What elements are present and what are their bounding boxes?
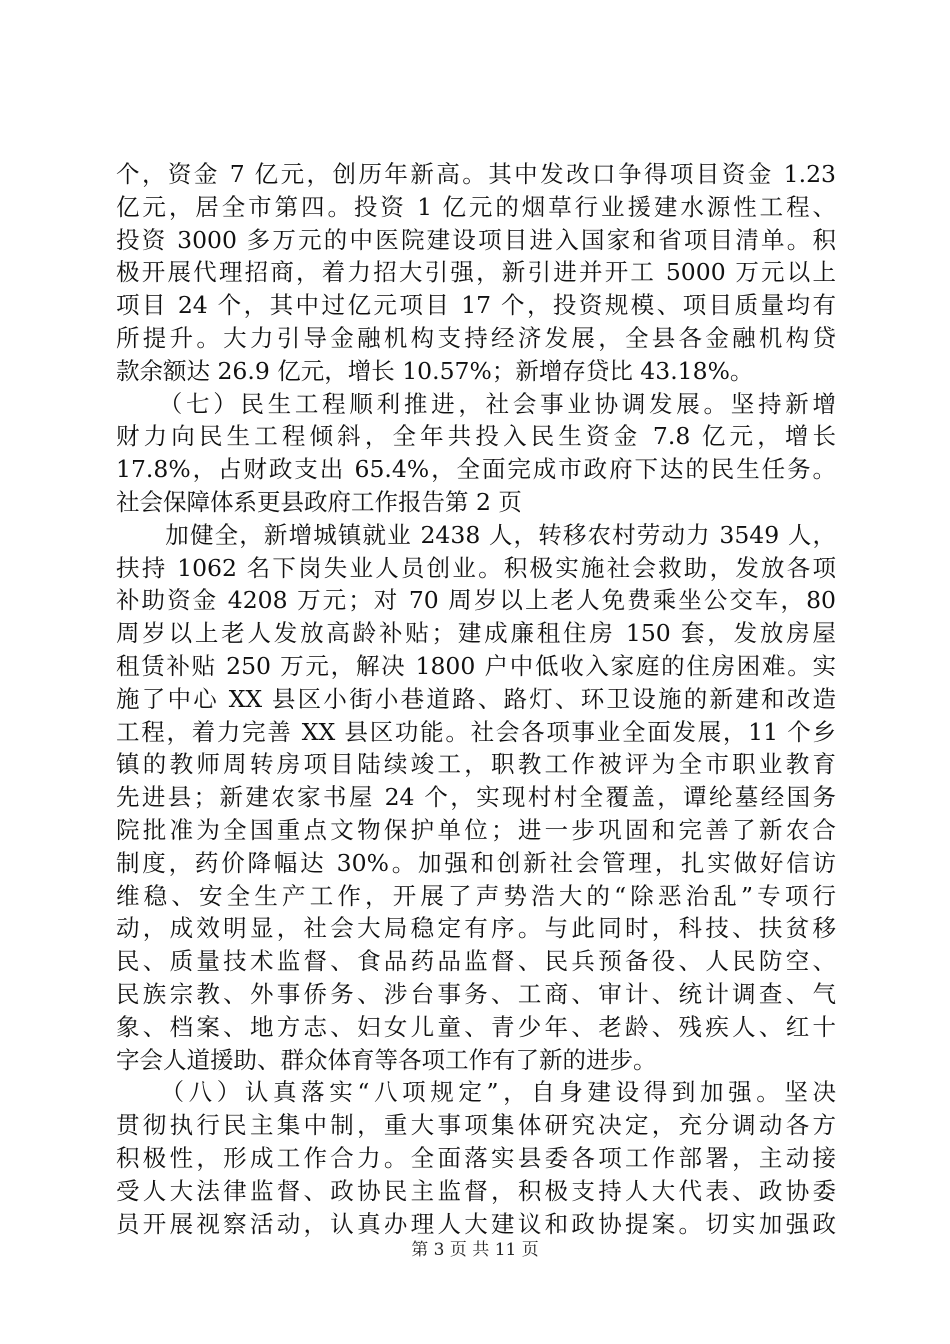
text-line: 补助资金 4208 万元；对 70 周岁以上老人免费乘坐公交车，80 [116, 586, 836, 615]
text-line: 周岁以上老人发放高龄补贴；建成廉租住房 150 套，发放房屋 [116, 619, 836, 648]
text-line: 17.8%，占财政支出 65.4%，全面完成市政府下达的民生任务。 [116, 455, 836, 484]
text-line: 维稳、安全生产工作，开展了声势浩大的“除恶治乱”专项行 [116, 881, 836, 910]
text-line: 社会保障体系更县政府工作报告第 2 页 [116, 487, 522, 516]
text-line: 财力向民生工程倾斜，全年共投入民生资金 7.8 亿元，增长 [116, 422, 836, 451]
text-line: 民、质量技术监督、食品药品监督、民兵预备役、人民防空、 [116, 947, 836, 976]
text-line: 制度，药价降幅达 30%。加强和创新社会管理，扎实做好信访 [116, 848, 836, 877]
text-line: 民族宗教、外事侨务、涉台事务、工商、审计、统计调查、气 [116, 979, 836, 1008]
text-line: 象、档案、地方志、妇女儿童、青少年、老龄、残疾人、红十 [116, 1012, 836, 1041]
text-line: 亿元，居全市第四。投资 1 亿元的烟草行业援建水源性工程、 [116, 192, 836, 221]
text-line: 项目 24 个，其中过亿元项目 17 个，投资规模、项目质量均有 [116, 291, 836, 320]
text-line: 施了中心 XX 县区小街小巷道路、路灯、环卫设施的新建和改造 [116, 684, 836, 713]
text-line: 动，成效明显，社会大局稳定有序。与此同时，科技、扶贫移 [116, 914, 836, 943]
text-line: 员开展视察活动，认真办理人大建议和政协提案。切实加强政 [116, 1209, 836, 1238]
text-line: 镇的教师周转房项目陆续竣工，职教工作被评为全市职业教育 [116, 750, 836, 779]
text-line: 个，资金 7 亿元，创历年新高。其中发改口争得项目资金 1.23 [116, 160, 836, 188]
text-line: 款余额达 26.9 亿元，增长 10.57%；新增存贷比 43.18%。 [116, 356, 754, 385]
page-footer: 第 3 页 共 11 页 [411, 1240, 539, 1260]
text-line: 极开展代理招商，着力招大引强，新引进并开工 5000 万元以上 [116, 258, 836, 287]
text-line: 先进县；新建农家书屋 24 个，实现村村全覆盖，谭纶墓经国务 [116, 783, 836, 812]
text-line: 加健全，新增城镇就业 2438 人，转移农村劳动力 3549 人， [116, 520, 836, 549]
text-line: 受人大法律监督、政协民主监督，积极支持人大代表、政协委 [116, 1176, 836, 1205]
text-line: 投资 3000 多万元的中医院建设项目进入国家和省项目清单。积 [116, 225, 836, 254]
text-line: 扶持 1062 名下岗失业人员创业。积极实施社会救助，发放各项 [116, 553, 836, 582]
text-line: 院批准为全国重点文物保护单位；进一步巩固和完善了新农合 [116, 815, 836, 844]
text-line: 工程，着力完善 XX 县区功能。社会各项事业全面发展，11 个乡 [116, 717, 836, 746]
text-line: 积极性，形成工作合力。全面落实县委各项工作部署，主动接 [116, 1143, 836, 1172]
text-line: 字会人道援助、群众体育等各项工作有了新的进步。 [116, 1045, 657, 1074]
text-line: 租赁补贴 250 万元，解决 1800 户中低收入家庭的住房困难。实 [116, 651, 836, 680]
text-line: 贯彻执行民主集中制，重大事项集体研究决定，充分调动各方 [116, 1111, 836, 1140]
text-line: （七）民生工程顺利推进，社会事业协调发展。坚持新增 [116, 389, 836, 418]
text-line: （八）认真落实“八项规定”，自身建设得到加强。坚决 [116, 1078, 836, 1107]
body-text [116, 158, 836, 1240]
text-line: 所提升。大力引导金融机构支持经济发展，全县各金融机构贷 [116, 323, 836, 352]
